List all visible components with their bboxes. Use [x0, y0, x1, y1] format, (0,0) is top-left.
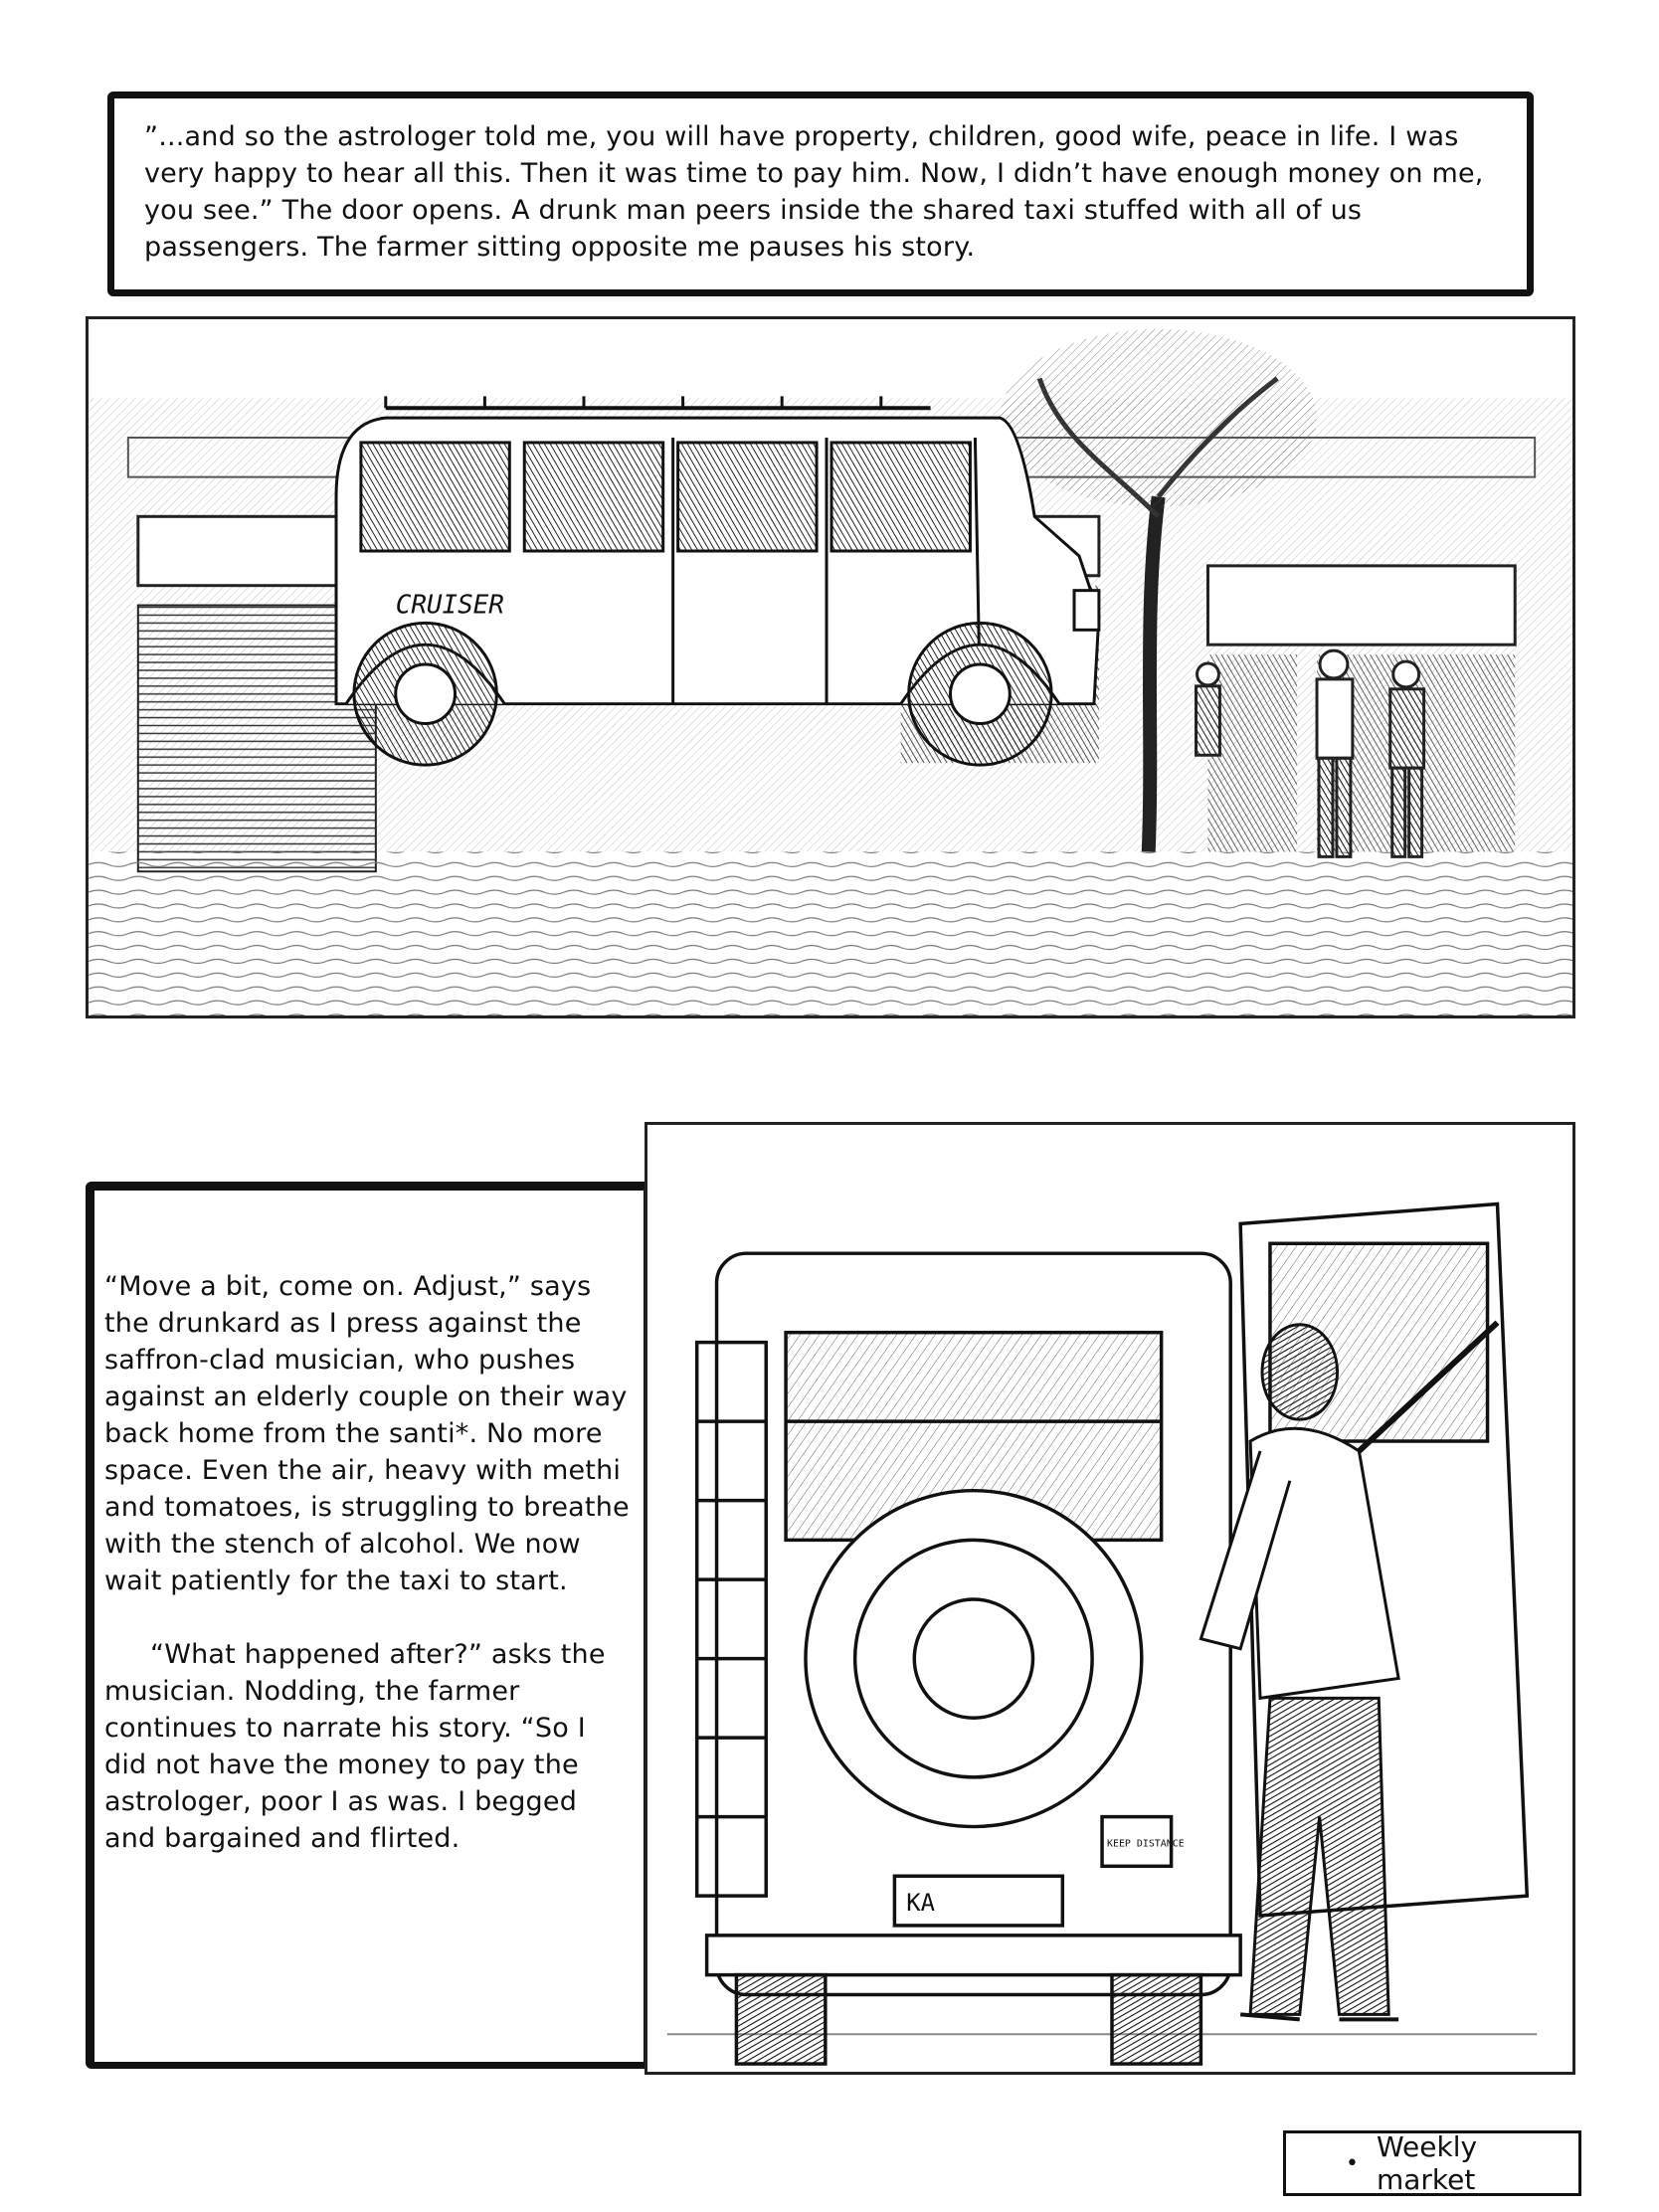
side-caption-paragraph-one: “Move a bit, come on. Adjust,” says the drunkard as I press against the saffron-clad musician, who pushes against an elderly couple on their way back home from the santi*. No more space. Even the air, heavy with methi and tomatoes, is struggling to breathe with the stench of alcohol. We now wait patiently for the taxi to start.: [104, 1271, 630, 1596]
plate-text: KA: [906, 1889, 936, 1918]
footnote-bullet: •: [1346, 2150, 1359, 2176]
taxi-side-view-panel: [86, 316, 1575, 1018]
taxi-rear-view: [697, 1203, 1528, 2064]
taxi-rear-view-illustration: [647, 1125, 1572, 2072]
sticker-text: KEEP DISTANCE: [1107, 1838, 1185, 1850]
top-caption-text: ”...and so the astrologer told me, you will have property, children, good wife, peace in life. I was very happy to hear all this. Then it was time to pay him. Now, I didn’t have enough money on me, you see.” The door opens. A drunk man peers inside the shared taxi stuffed with all of us passengers. The farmer sitting opposite me pauses his story.: [144, 121, 1484, 263]
side-caption-paragraph-two: “What happened after?” asks the musician. Nodding, the farmer continues to narrate his story. “So I did not have the money to pay the astrologer, poor I as was. I begged and bargained and flirted.: [104, 1639, 606, 1854]
footnote-text: Weekly market: [1376, 2130, 1478, 2196]
taxi-side-view-illustration: [89, 319, 1572, 1015]
taxi-rear-view-panel: [645, 1122, 1575, 2075]
top-caption-box: [107, 92, 1534, 296]
footnote-box: [1283, 2130, 1581, 2196]
side-caption-box: [86, 1182, 650, 2069]
vehicle-label: CRUISER: [395, 590, 504, 621]
